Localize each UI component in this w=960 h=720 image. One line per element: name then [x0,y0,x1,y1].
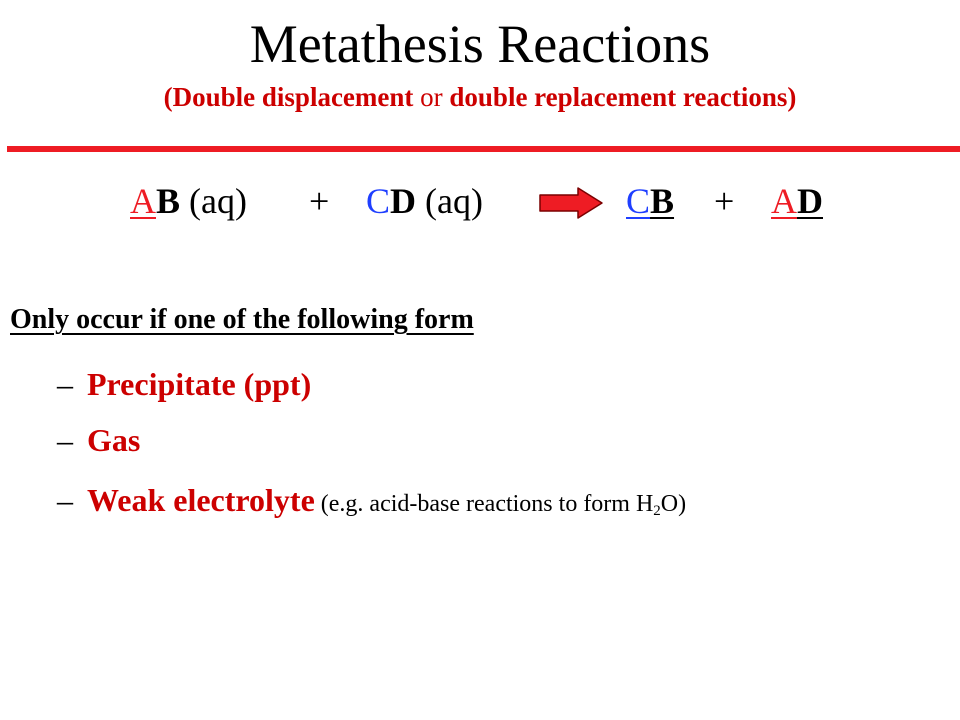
note-suffix: O) [660,491,687,517]
letter-d: D [390,181,417,221]
plus-sign: + [309,181,330,221]
bullet-dash: – [57,482,73,518]
product-ad [771,178,823,224]
bullet-dash: – [57,422,73,458]
state-aq: (aq) [180,181,247,221]
letter-b: B [650,181,675,221]
reactant-ab [130,178,247,224]
slide-subtitle [0,80,960,114]
slide-title: Metathesis Reactions [249,14,711,74]
state-aq: (aq) [416,181,483,221]
subtitle-joiner: or [413,82,450,112]
letter-c: C [366,181,391,221]
reaction-equation [0,178,960,224]
subtitle-part-2: double replacement reactions) [449,82,797,112]
right-arrow-icon [538,186,604,220]
letter-a: A [771,181,797,221]
bullet-text: Precipitate (ppt) [87,366,312,402]
letter-a: A [130,181,156,221]
bullet-text: Gas [87,422,141,458]
reactant-cd [366,178,483,224]
condition-heading: Only occur if one of the following form [10,304,474,335]
list-item [0,476,960,526]
bullet-dash: – [57,366,73,402]
plus-sign: + [714,181,735,221]
subtitle-part-1: (Double displacement [163,82,414,112]
bullet-content [87,476,686,535]
list-item [0,416,960,466]
bullet-note [315,491,686,517]
letter-d: D [797,181,823,221]
note-subscript: 2 [653,503,661,519]
note-prefix: (e.g. acid-base reactions to form H [314,491,654,517]
bullet-text: Weak electrolyte [87,482,315,518]
letter-c: C [626,181,651,221]
letter-b: B [156,181,181,221]
product-cb [626,178,674,224]
title-divider [7,146,960,152]
list-item [0,360,960,410]
